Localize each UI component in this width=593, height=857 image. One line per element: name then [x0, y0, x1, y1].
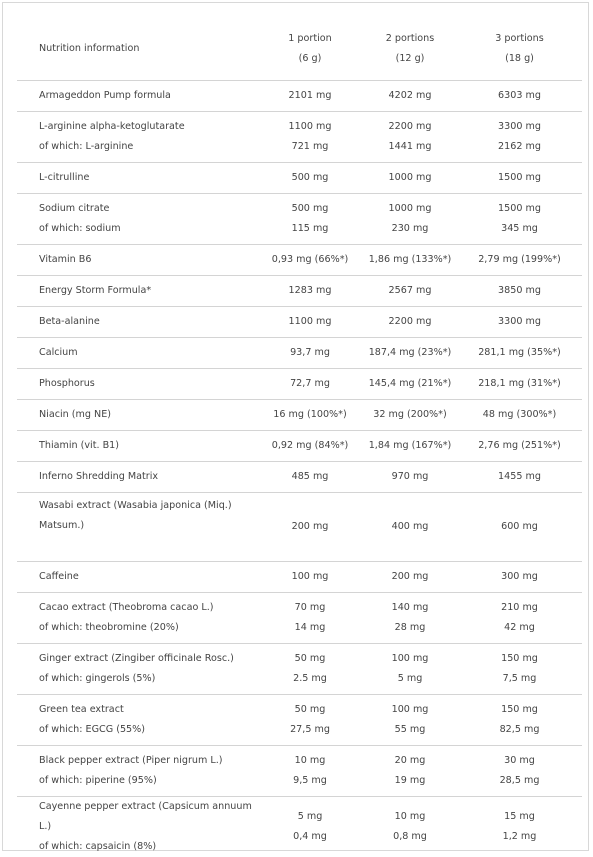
portion-1-cell [257, 462, 363, 493]
cell-value: L-citrulline [39, 168, 257, 188]
cell-subvalue: 230 mg [363, 219, 457, 239]
portion-3-cell [457, 431, 582, 462]
nutrient-name-cell [17, 746, 257, 797]
cell-subvalue: 28 mg [363, 618, 457, 638]
cell-value: 2200 mg [363, 117, 457, 137]
cell-value: 281,1 mg (35%*) [457, 343, 582, 363]
portion-2-cell [363, 276, 457, 307]
cell-value: 400 mg [363, 517, 457, 537]
table-row [17, 276, 582, 307]
cell-value: 200 mg [257, 517, 363, 537]
portion-3-cell [457, 562, 582, 593]
nutrient-name-cell [17, 400, 257, 431]
cell-subvalue: 55 mg [363, 720, 457, 740]
cell-value: 150 mg [457, 700, 582, 720]
portion-3-cell [457, 593, 582, 644]
portion-1-cell [257, 245, 363, 276]
header-row [17, 17, 582, 81]
nutrient-name-cell [17, 462, 257, 493]
nutrient-name-cell [17, 695, 257, 746]
cell-value: 1100 mg [257, 117, 363, 137]
nutrient-name-cell [17, 593, 257, 644]
cell-value: 1000 mg [363, 168, 457, 188]
cell-value: 1000 mg [363, 199, 457, 219]
cell-value: Calcium [39, 343, 257, 363]
cell-subvalue: 0,8 mg [363, 827, 457, 847]
portion-2-cell [363, 593, 457, 644]
table-row [17, 593, 582, 644]
header-line: 3 portions [458, 29, 581, 49]
cell-value: 200 mg [363, 567, 457, 587]
table-row [17, 462, 582, 493]
cell-subvalue: 1,2 mg [457, 827, 582, 847]
cell-value: 1500 mg [457, 199, 582, 219]
nutrient-name-cell [17, 112, 257, 163]
nutrient-name-cell [17, 307, 257, 338]
nutrition-table-header [17, 17, 582, 81]
table-row [17, 400, 582, 431]
cell-value: 300 mg [457, 567, 582, 587]
header-line: (18 g) [458, 49, 581, 69]
cell-value: 93,7 mg [257, 343, 363, 363]
portion-1-cell [257, 431, 363, 462]
portion-3-cell [457, 746, 582, 797]
cell-subvalue: 345 mg [457, 219, 582, 239]
cell-value: Vitamin B6 [39, 250, 257, 270]
cell-value: 4202 mg [363, 86, 457, 106]
cell-value: 2,79 mg (199%*) [457, 250, 582, 270]
cell-value: 600 mg [457, 517, 582, 537]
nutrient-name-cell [17, 493, 257, 562]
cell-value: 2200 mg [363, 312, 457, 332]
nutrient-name-cell [17, 163, 257, 194]
cell-value: Beta-alanine [39, 312, 257, 332]
cell-value: Sodium citrate [39, 199, 257, 219]
portion-3-cell [457, 81, 582, 112]
cell-value: 0,92 mg (84%*) [257, 436, 363, 456]
table-row [17, 562, 582, 593]
cell-value: 15 mg [457, 807, 582, 827]
cell-value: 1500 mg [457, 168, 582, 188]
cell-value: 1,86 mg (133%*) [363, 250, 457, 270]
cell-value: 500 mg [257, 199, 363, 219]
cell-value: 2,76 mg (251%*) [457, 436, 582, 456]
portion-3-cell [457, 307, 582, 338]
cell-value: 16 mg (100%*) [257, 405, 363, 425]
cell-value: 2567 mg [363, 281, 457, 301]
header-nutrition-information [17, 17, 257, 81]
cell-subvalue: 82,5 mg [457, 720, 582, 740]
cell-value: 5 mg [257, 807, 363, 827]
cell-subvalue: of which: theobromine (20%) [39, 618, 257, 638]
header-3-portions [457, 17, 582, 81]
cell-subvalue: 14 mg [257, 618, 363, 638]
table-row [17, 431, 582, 462]
portion-3-cell [457, 493, 582, 562]
nutrition-table-body [17, 81, 582, 857]
portion-1-cell [257, 81, 363, 112]
portion-3-cell [457, 797, 582, 857]
header-line: 2 portions [364, 29, 456, 49]
portion-2-cell [363, 194, 457, 245]
portion-3-cell [457, 369, 582, 400]
cell-value: 1,84 mg (167%*) [363, 436, 457, 456]
portion-2-cell [363, 112, 457, 163]
portion-3-cell [457, 245, 582, 276]
cell-subvalue: 2162 mg [457, 137, 582, 157]
cell-value: Black pepper extract (Piper nigrum L.) [39, 751, 257, 771]
cell-subvalue: 721 mg [257, 137, 363, 157]
cell-value: Cacao extract (Theobroma cacao L.) [39, 598, 257, 618]
portion-1-cell [257, 194, 363, 245]
cell-subvalue: 1441 mg [363, 137, 457, 157]
cell-subvalue: of which: piperine (95%) [39, 771, 257, 791]
cell-value: 48 mg (300%*) [457, 405, 582, 425]
portion-1-cell [257, 338, 363, 369]
cell-value: 2101 mg [257, 86, 363, 106]
cell-value: L-arginine alpha-ketoglutarate [39, 117, 257, 137]
cell-value: 187,4 mg (23%*) [363, 343, 457, 363]
cell-subvalue: 19 mg [363, 771, 457, 791]
cell-value: 485 mg [257, 467, 363, 487]
portion-3-cell [457, 276, 582, 307]
cell-subvalue: 2.5 mg [257, 669, 363, 689]
table-row [17, 163, 582, 194]
cell-value: Energy Storm Formula* [39, 281, 257, 301]
cell-subvalue: 9,5 mg [257, 771, 363, 791]
portion-1-cell [257, 400, 363, 431]
table-row [17, 369, 582, 400]
cell-value: 0,93 mg (66%*) [257, 250, 363, 270]
cell-value: 3300 mg [457, 312, 582, 332]
table-row [17, 81, 582, 112]
cell-value: 140 mg [363, 598, 457, 618]
nutrient-name-cell [17, 797, 257, 857]
portion-1-cell [257, 369, 363, 400]
table-row [17, 797, 582, 857]
portion-2-cell [363, 746, 457, 797]
table-row [17, 194, 582, 245]
cell-value: 50 mg [257, 700, 363, 720]
cell-value: Armageddon Pump formula [39, 86, 257, 106]
cell-value: 50 mg [257, 649, 363, 669]
portion-2-cell [363, 245, 457, 276]
cell-value: 70 mg [257, 598, 363, 618]
cell-value: Caffeine [39, 567, 257, 587]
header-1-portion [257, 17, 363, 81]
portion-1-cell [257, 493, 363, 562]
portion-1-cell [257, 695, 363, 746]
cell-value: 1283 mg [257, 281, 363, 301]
portion-2-cell [363, 644, 457, 695]
portion-1-cell [257, 307, 363, 338]
cell-value: Wasabi extract (Wasabia japonica (Miq.) Matsum.) [39, 496, 257, 536]
portion-2-cell [363, 493, 457, 562]
portion-1-cell [257, 562, 363, 593]
table-row [17, 307, 582, 338]
cell-subvalue: of which: EGCG (55%) [39, 720, 257, 740]
nutrient-name-cell [17, 431, 257, 462]
cell-subvalue: 115 mg [257, 219, 363, 239]
table-row [17, 644, 582, 695]
cell-subvalue: of which: L-arginine [39, 137, 257, 157]
cell-value: 1455 mg [457, 467, 582, 487]
portion-1-cell [257, 797, 363, 857]
portion-2-cell [363, 462, 457, 493]
portion-1-cell [257, 163, 363, 194]
cell-subvalue: 5 mg [363, 669, 457, 689]
portion-2-cell [363, 369, 457, 400]
cell-value: 6303 mg [457, 86, 582, 106]
table-row [17, 112, 582, 163]
cell-value: 32 mg (200%*) [363, 405, 457, 425]
cell-value: 10 mg [257, 751, 363, 771]
portion-2-cell [363, 338, 457, 369]
cell-value: Green tea extract [39, 700, 257, 720]
cell-subvalue: of which: sodium [39, 219, 257, 239]
portion-2-cell [363, 163, 457, 194]
header-line: (6 g) [258, 49, 362, 69]
cell-value: 100 mg [363, 649, 457, 669]
nutrient-name-cell [17, 276, 257, 307]
nutrient-name-cell [17, 245, 257, 276]
table-row [17, 695, 582, 746]
cell-subvalue: 0,4 mg [257, 827, 363, 847]
nutrient-name-cell [17, 194, 257, 245]
cell-subvalue: of which: gingerols (5%) [39, 669, 257, 689]
header-2-portions [363, 17, 457, 81]
portion-2-cell [363, 695, 457, 746]
cell-value: Phosphorus [39, 374, 257, 394]
header-line: Nutrition information [39, 39, 256, 59]
cell-subvalue: of which: capsaicin (8%) [39, 837, 257, 857]
cell-value: Cayenne pepper extract (Capsicum annuum L.) [39, 797, 257, 837]
portion-2-cell [363, 307, 457, 338]
portion-3-cell [457, 112, 582, 163]
cell-value: Thiamin (vit. B1) [39, 436, 257, 456]
portion-1-cell [257, 746, 363, 797]
portion-3-cell [457, 163, 582, 194]
nutrient-name-cell [17, 644, 257, 695]
cell-value: 3850 mg [457, 281, 582, 301]
cell-value: Ginger extract (Zingiber officinale Rosc.) [39, 649, 257, 669]
portion-2-cell [363, 431, 457, 462]
nutrient-name-cell [17, 338, 257, 369]
cell-value: 218,1 mg (31%*) [457, 374, 582, 394]
portion-3-cell [457, 644, 582, 695]
cell-value: 150 mg [457, 649, 582, 669]
portion-3-cell [457, 695, 582, 746]
cell-value: 10 mg [363, 807, 457, 827]
cell-subvalue: 27,5 mg [257, 720, 363, 740]
cell-value: 20 mg [363, 751, 457, 771]
cell-value: 210 mg [457, 598, 582, 618]
cell-value: 1100 mg [257, 312, 363, 332]
cell-subvalue: 7,5 mg [457, 669, 582, 689]
portion-2-cell [363, 797, 457, 857]
portion-2-cell [363, 562, 457, 593]
portion-3-cell [457, 194, 582, 245]
portion-2-cell [363, 400, 457, 431]
cell-value: 970 mg [363, 467, 457, 487]
cell-value: 72,7 mg [257, 374, 363, 394]
portion-1-cell [257, 593, 363, 644]
nutrient-name-cell [17, 562, 257, 593]
portion-2-cell [363, 81, 457, 112]
portion-3-cell [457, 400, 582, 431]
header-line: (12 g) [364, 49, 456, 69]
table-row [17, 746, 582, 797]
cell-subvalue: 28,5 mg [457, 771, 582, 791]
cell-value: 500 mg [257, 168, 363, 188]
cell-value: Inferno Shredding Matrix [39, 467, 257, 487]
table-row [17, 338, 582, 369]
portion-1-cell [257, 644, 363, 695]
table-row [17, 493, 582, 562]
cell-value: 30 mg [457, 751, 582, 771]
portion-3-cell [457, 462, 582, 493]
table-row [17, 245, 582, 276]
nutrient-name-cell [17, 369, 257, 400]
cell-subvalue: 42 mg [457, 618, 582, 638]
portion-3-cell [457, 338, 582, 369]
cell-value: Niacin (mg NE) [39, 405, 257, 425]
nutrition-table [17, 17, 582, 857]
cell-value: 100 mg [257, 567, 363, 587]
portion-1-cell [257, 112, 363, 163]
nutrient-name-cell [17, 81, 257, 112]
portion-1-cell [257, 276, 363, 307]
cell-value: 3300 mg [457, 117, 582, 137]
cell-value: 145,4 mg (21%*) [363, 374, 457, 394]
header-line: 1 portion [258, 29, 362, 49]
cell-value: 100 mg [363, 700, 457, 720]
table-frame [2, 2, 589, 851]
